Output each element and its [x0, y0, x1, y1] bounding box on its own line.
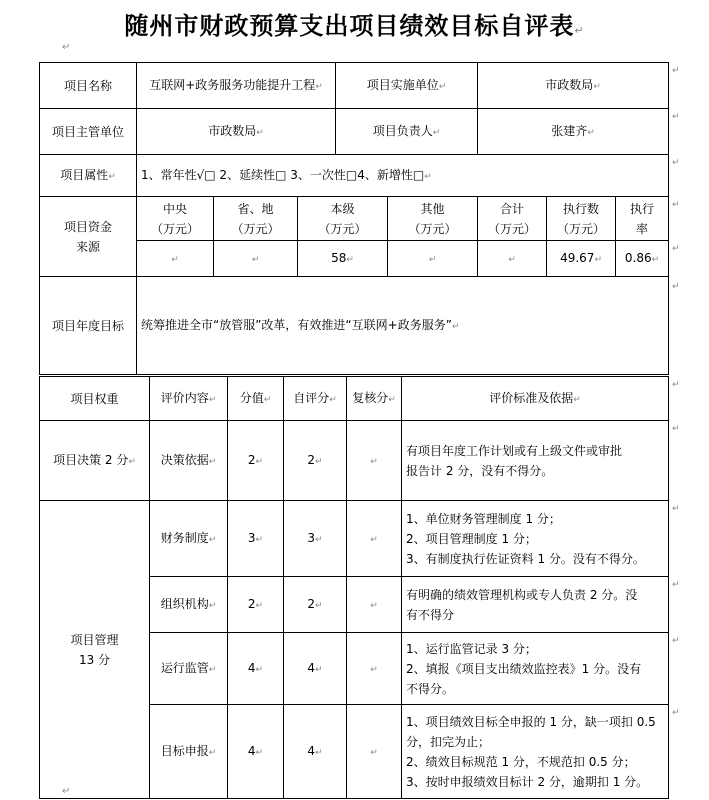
page-title: 随州市财政预算支出项目绩效目标自评表↵	[124, 12, 585, 40]
paragraph-mark: ↵	[62, 42, 71, 53]
row-review-score: ↵	[347, 705, 402, 799]
row-self-score: 2↵	[284, 577, 347, 633]
fund-header-total: 合计 （万元）	[478, 197, 547, 241]
row-review-score: ↵	[347, 501, 402, 577]
row-score: 2↵	[228, 577, 284, 633]
leader-label: 项目负责人↵	[336, 109, 478, 155]
fund-value-executed: 49.67↵	[547, 241, 616, 277]
impl-unit-value: 市政数局↵	[478, 63, 669, 109]
fund-header-other: 其他 （万元）	[388, 197, 478, 241]
row-content: 财务制度↵	[150, 501, 228, 577]
header-review-score: 复核分↵	[347, 377, 402, 421]
project-name-label: 项目名称	[40, 63, 137, 109]
group-decision: 项目决策 2 分↵	[40, 421, 150, 501]
row-end-mark: ↵	[672, 244, 680, 254]
supervisor-label: 项目主管单位	[40, 109, 137, 155]
row-score: 4↵	[228, 705, 284, 799]
row-criteria: 有明确的绩效管理机构或专人负责 2 分。没 有不得分	[402, 577, 669, 633]
row-score: 3↵	[228, 501, 284, 577]
row-content: 运行监管↵	[150, 633, 228, 705]
row-self-score: 4↵	[284, 705, 347, 799]
goal-label: 项目年度目标	[40, 277, 137, 375]
attr-value: 1、常年性√□ 2、延续性□ 3、一次性□4、新增性□↵	[137, 155, 669, 197]
fund-value-local: 58↵	[298, 241, 388, 277]
row-criteria: 有项目年度工作计划或有上级文件或审批 报告计 2 分，没有不得分。	[402, 421, 669, 501]
group-management: 项目管理 13 分	[40, 501, 150, 799]
row-review-score: ↵	[347, 421, 402, 501]
row-review-score: ↵	[347, 633, 402, 705]
fund-header-local: 本级 （万元）	[298, 197, 388, 241]
project-info-table	[39, 62, 669, 375]
row-review-score: ↵	[347, 577, 402, 633]
fund-value-other: ↵	[388, 241, 478, 277]
row-end-mark: ↵	[672, 708, 680, 718]
fund-header-central: 中央 （万元）	[137, 197, 214, 241]
row-self-score: 2↵	[284, 421, 347, 501]
row-end-mark: ↵	[672, 424, 680, 434]
paragraph-mark: ↵	[62, 786, 71, 797]
row-end-mark: ↵	[672, 200, 680, 210]
leader-value: 张建齐↵	[478, 109, 669, 155]
fund-header-province: 省、地 （万元）	[214, 197, 298, 241]
evaluation-table	[39, 376, 669, 799]
row-criteria: 1、单位财务管理制度 1 分； 2、项目管理制度 1 分； 3、有制度执行佐证资料 1 分。没有不得分。	[402, 501, 669, 577]
row-end-mark: ↵	[672, 282, 680, 292]
row-content: 组织机构↵	[150, 577, 228, 633]
row-criteria: 1、项目绩效目标全申报的 1 分，缺一项扣 0.5 分，扣完为止； 2、绩效目标规范 1 分，不规范扣 0.5 分； 3、按时申报绩效目标计 2 分，逾期扣 1 分。	[402, 705, 669, 799]
row-self-score: 3↵	[284, 501, 347, 577]
fund-value-province: ↵	[214, 241, 298, 277]
row-content: 决策依据↵	[150, 421, 228, 501]
project-name-value: 互联网+政务服务功能提升工程↵	[137, 63, 336, 109]
header-criteria: 评价标准及依据↵	[402, 377, 669, 421]
row-end-mark: ↵	[672, 580, 680, 590]
header-self-score: 自评分↵	[284, 377, 347, 421]
row-score: 4↵	[228, 633, 284, 705]
row-end-mark: ↵	[672, 504, 680, 514]
row-end-mark: ↵	[672, 112, 680, 122]
row-end-mark: ↵	[672, 66, 680, 76]
fund-header-rate: 执行 率	[616, 197, 669, 241]
row-end-mark: ↵	[672, 380, 680, 390]
row-end-mark: ↵	[672, 636, 680, 646]
attr-label: 项目属性↵	[40, 155, 137, 197]
supervisor-value: 市政数局↵	[137, 109, 336, 155]
header-weight: 项目权重	[40, 377, 150, 421]
impl-unit-label: 项目实施单位↵	[336, 63, 478, 109]
fund-value-rate: 0.86↵	[616, 241, 669, 277]
goal-value: 统筹推进全市“放管服”改革，有效推进“互联网+政务服务”↵	[137, 277, 669, 375]
fund-source-label: 项目资金 来源	[40, 197, 137, 277]
row-end-mark: ↵	[672, 158, 680, 168]
header-score: 分值↵	[228, 377, 284, 421]
row-criteria: 1、运行监管记录 3 分； 2、填报《项目支出绩效监控表》1 分。没有 不得分。	[402, 633, 669, 705]
row-score: 2↵	[228, 421, 284, 501]
fund-value-central: ↵	[137, 241, 214, 277]
row-self-score: 4↵	[284, 633, 347, 705]
fund-value-total: ↵	[478, 241, 547, 277]
header-content: 评价内容↵	[150, 377, 228, 421]
row-content: 目标申报↵	[150, 705, 228, 799]
fund-header-executed: 执行数 （万元）	[547, 197, 616, 241]
